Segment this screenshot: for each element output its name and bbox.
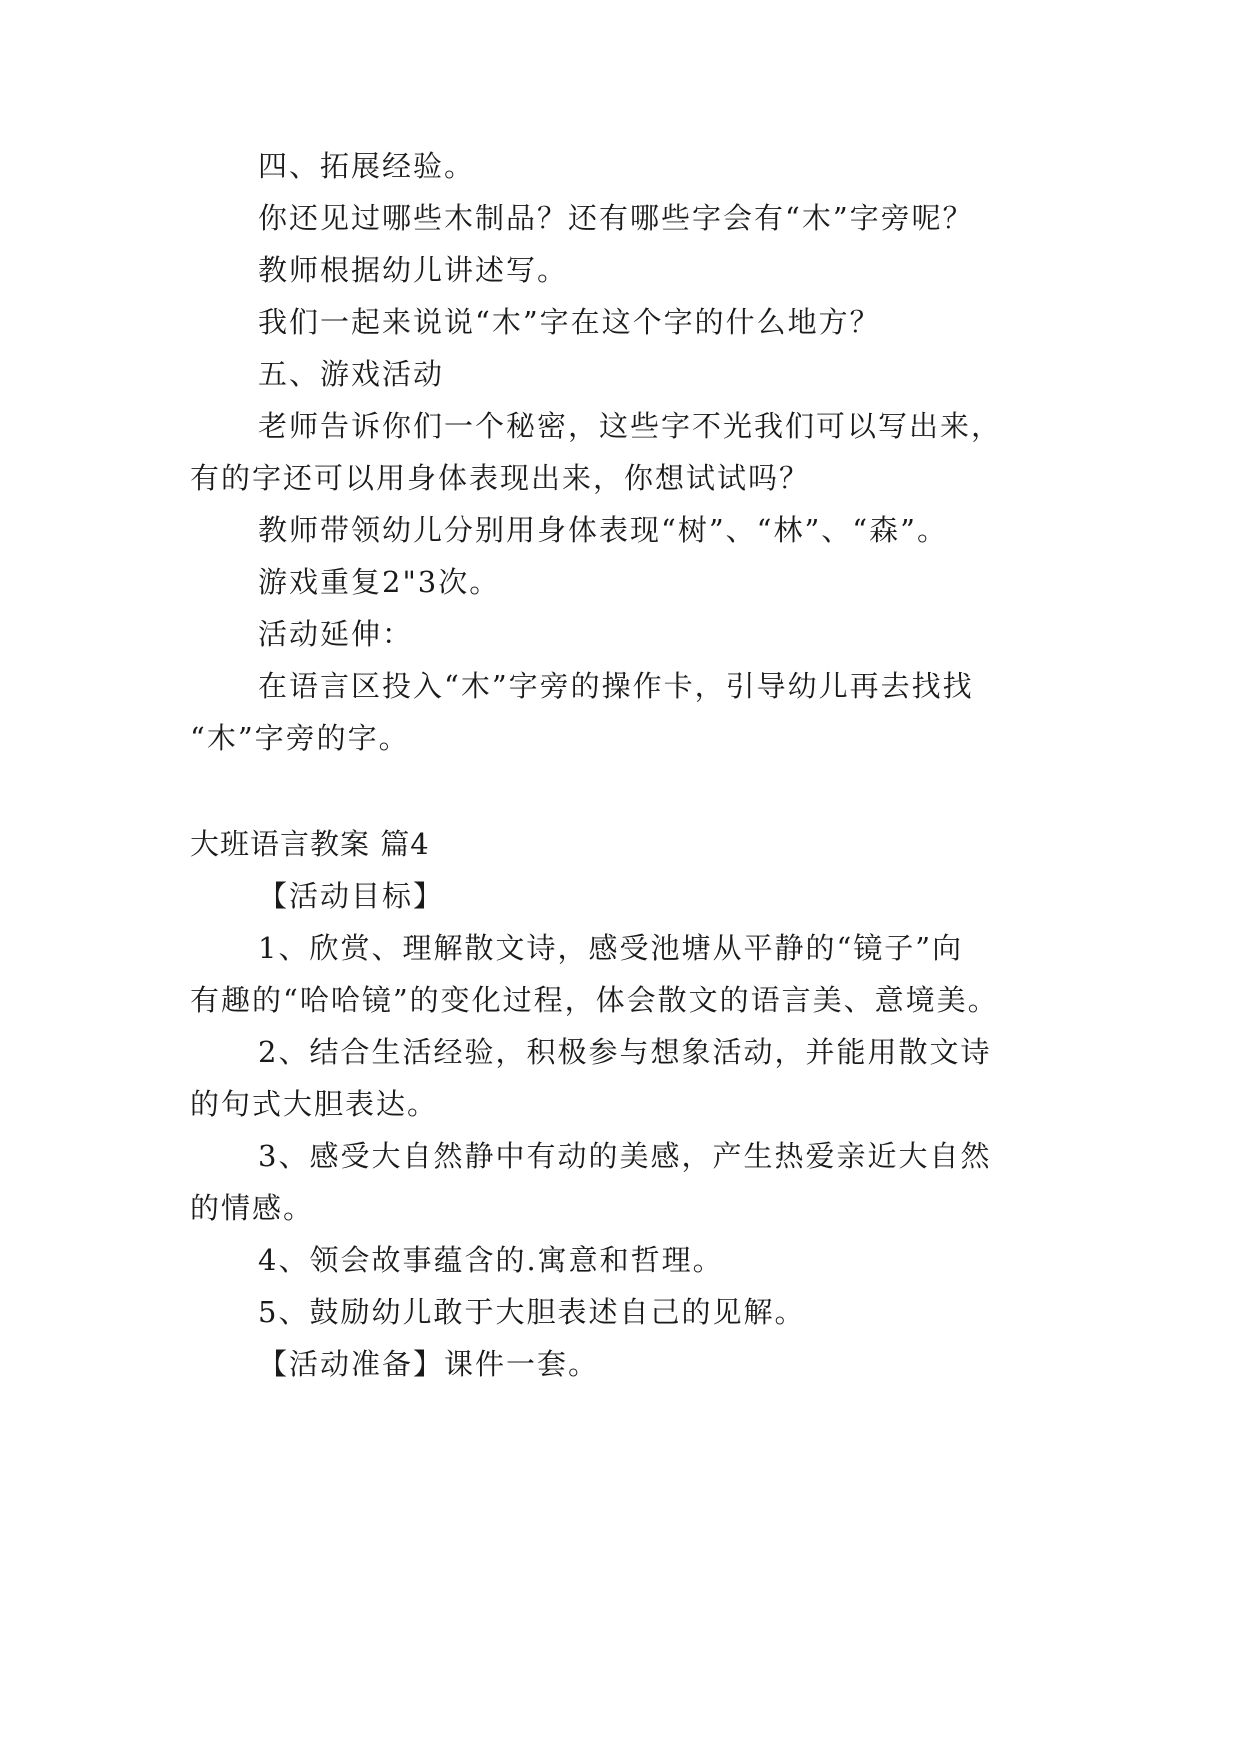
activity-preparation: 【活动准备】课件一套。 (258, 1347, 600, 1381)
paragraph-extension-line-1: 在语言区投入“木”字旁的操作卡，引导幼儿再去找找 (258, 669, 974, 703)
heading-game-activity: 五、游戏活动 (258, 357, 445, 391)
goal-3-line-2: 的情感。 (190, 1191, 315, 1225)
paragraph-extension-line-2: “木”字旁的字。 (190, 721, 410, 755)
heading-activity-goals: 【活动目标】 (258, 879, 445, 913)
heading-extend-experience: 四、拓展经验。 (258, 149, 476, 183)
heading-activity-extension: 活动延伸： (258, 617, 414, 651)
paragraph-game-repeat: 游戏重复2"3次。 (258, 565, 501, 599)
goal-1-line-1: 1、欣赏、理解散文诗，感受池塘从平静的“镜子”向 (258, 931, 964, 965)
paragraph-body-express: 教师带领幼儿分别用身体表现“树”、“林”、“森”。 (258, 513, 948, 547)
lesson-title: 大班语言教案 篇4 (190, 827, 430, 861)
paragraph-wood-products-question: 你还见过哪些木制品？还有哪些字会有“木”字旁呢？ (258, 201, 974, 235)
goal-1-line-2: 有趣的“哈哈镜”的变化过程，体会散文的语言美、意境美。 (190, 983, 999, 1017)
paragraph-secret-line-2: 有的字还可以用身体表现出来，你想试试吗？ (190, 461, 811, 495)
paragraph-teacher-writes: 教师根据幼儿讲述写。 (258, 253, 569, 287)
goal-5: 5、鼓励幼儿敢于大胆表述自己的见解。 (258, 1295, 806, 1329)
goal-2-line-1: 2、结合生活经验，积极参与想象活动，并能用散文诗 (258, 1035, 992, 1069)
paragraph-position-question: 我们一起来说说“木”字在这个字的什么地方？ (258, 305, 881, 339)
goal-4: 4、领会故事蕴含的.寓意和哲理。 (258, 1243, 724, 1277)
paragraph-secret-line-1: 老师告诉你们一个秘密，这些字不光我们可以写出来， (258, 409, 1003, 443)
goal-2-line-2: 的句式大胆表达。 (190, 1087, 439, 1121)
goal-3-line-1: 3、感受大自然静中有动的美感，产生热爱亲近大自然 (258, 1139, 992, 1173)
